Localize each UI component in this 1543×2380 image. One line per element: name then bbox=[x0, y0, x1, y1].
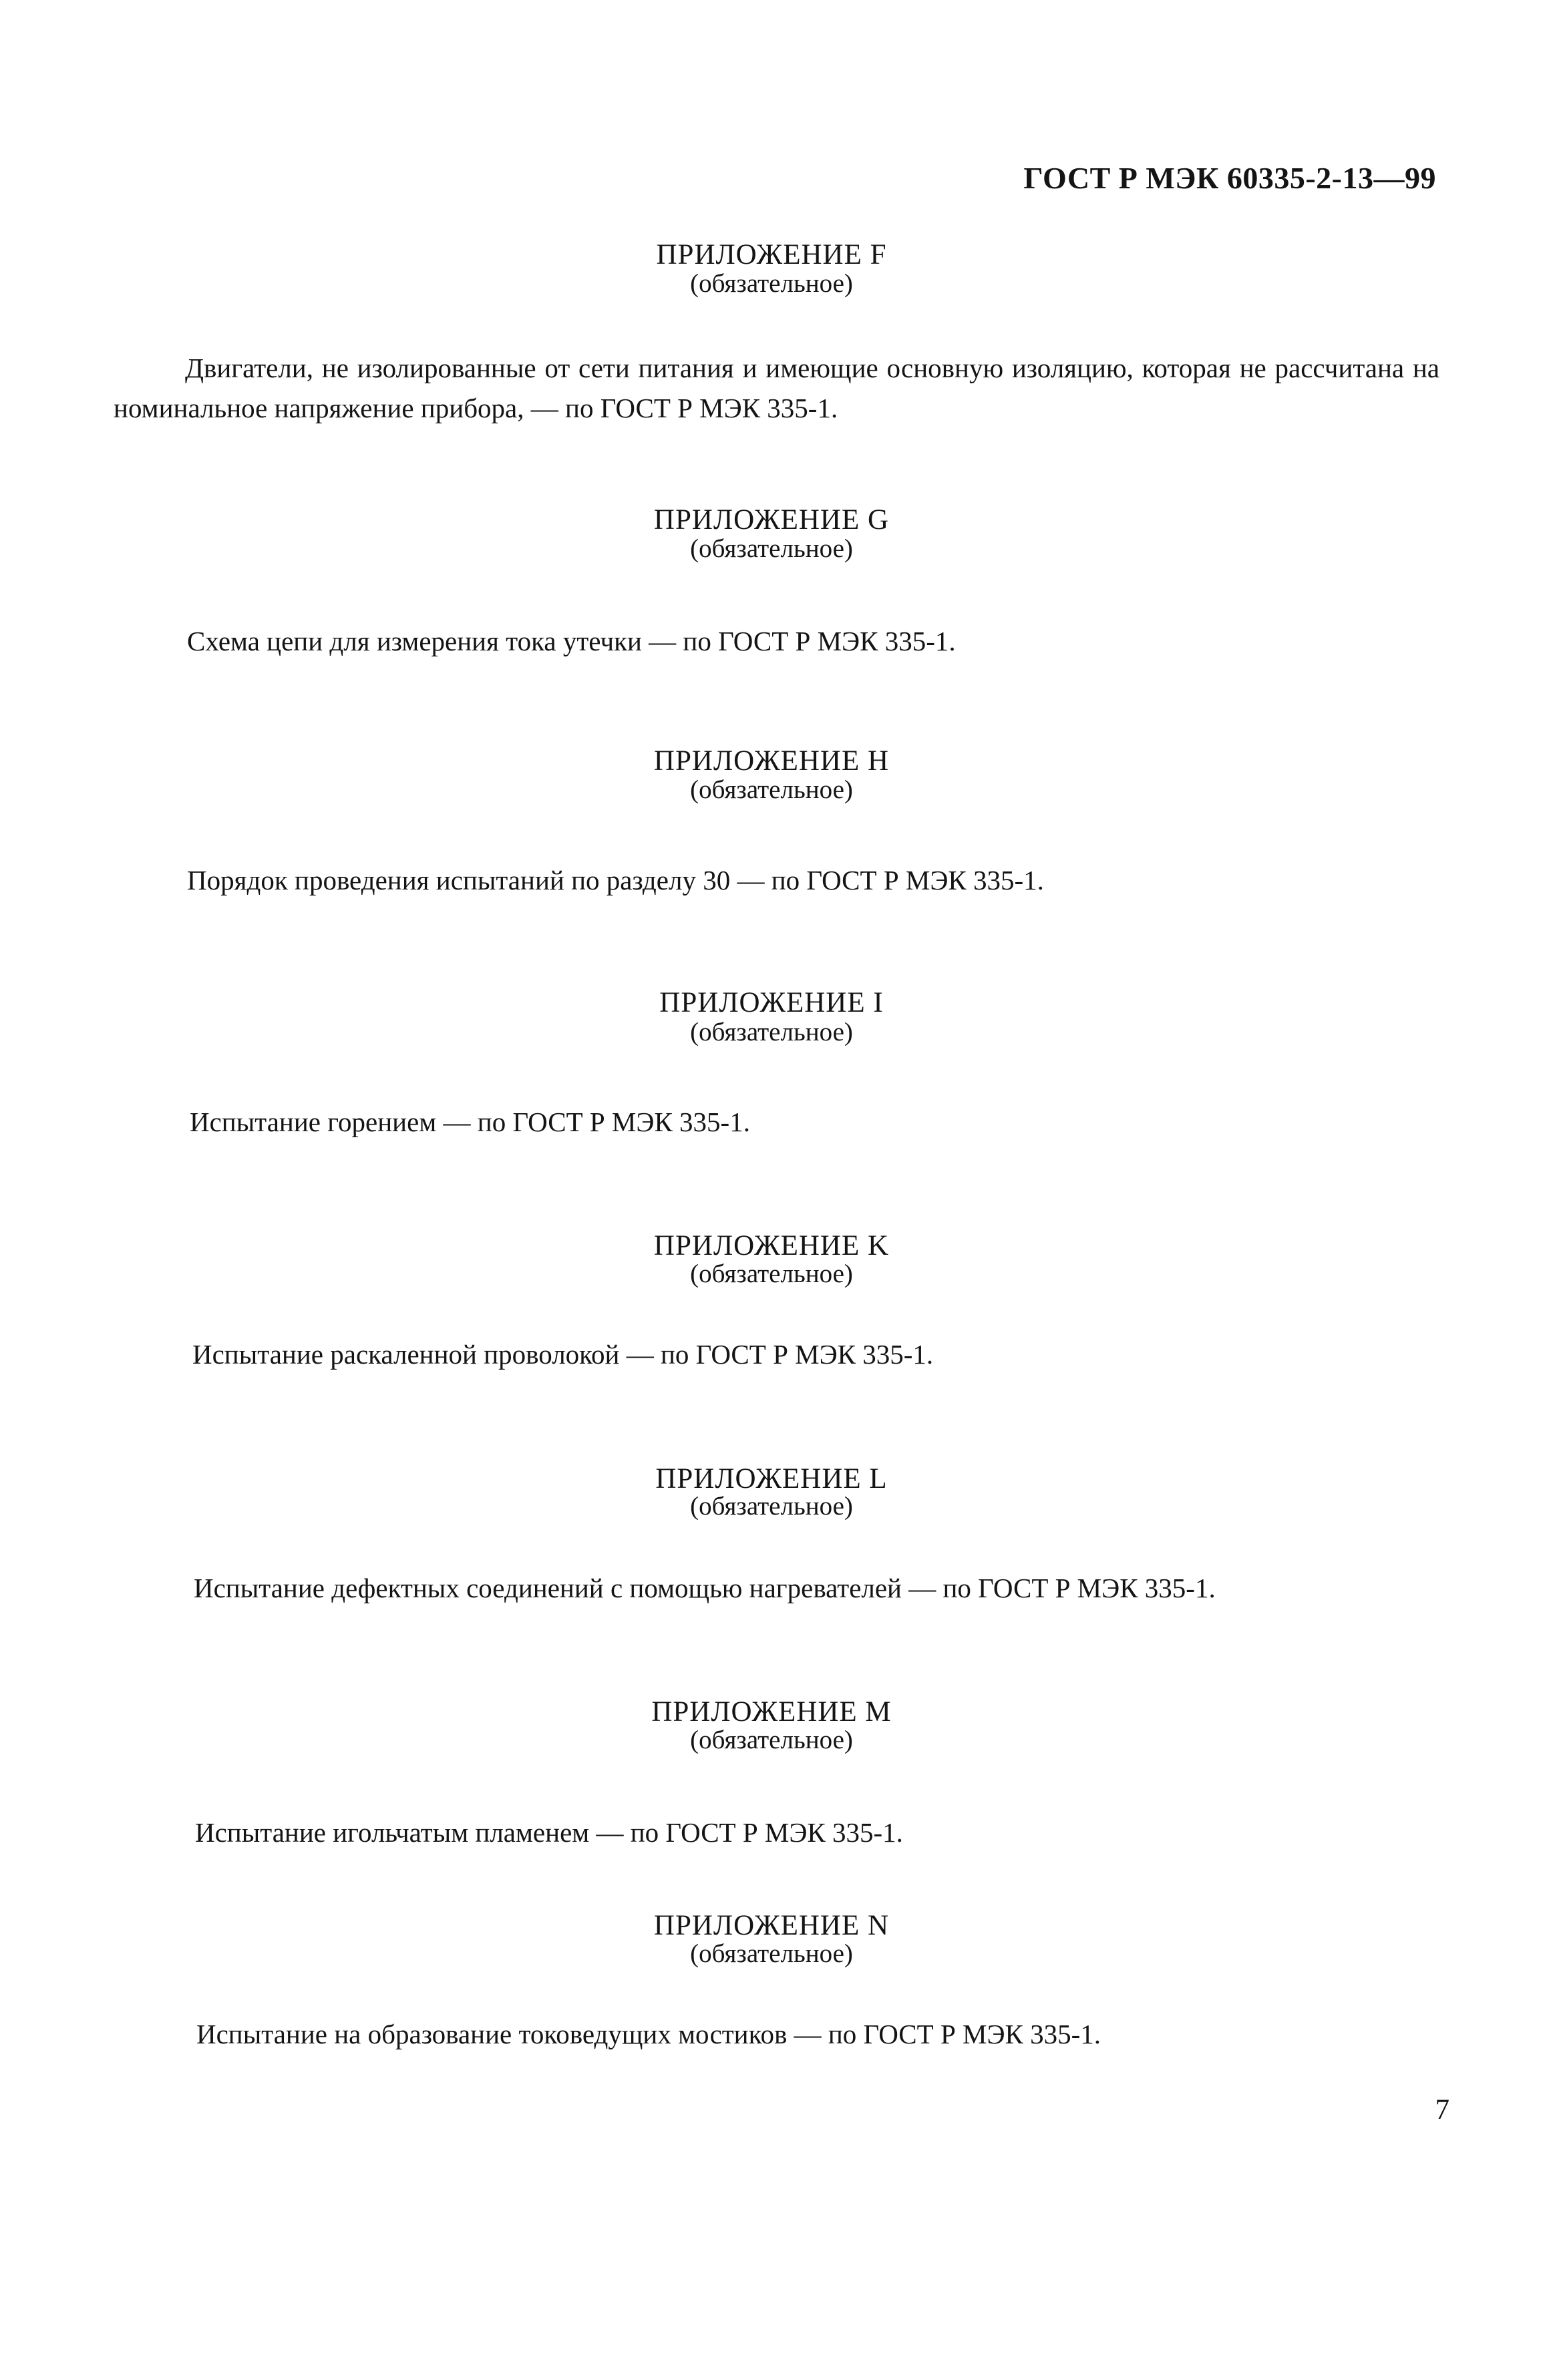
annex-f-status: (обязательное) bbox=[690, 269, 853, 298]
annex-f-text: Двигатели, не изолированные от сети питания и имеющие основную изоляцию, которая не рассчитана на номинальное напряжение прибора, — по ГОСТ Р МЭК 335-1. bbox=[114, 353, 1439, 423]
annex-l-status: (обязательное) bbox=[690, 1492, 853, 1521]
annex-i-title: ПРИЛОЖЕНИЕ I bbox=[659, 987, 884, 1018]
annex-i-status: (обязательное) bbox=[690, 1018, 853, 1046]
standard-code-header: ГОСТ Р МЭК 60335-2-13—99 bbox=[1023, 161, 1436, 195]
annex-m-text: Испытание игольчатым пламенем — по ГОСТ Р МЭК 335-1. bbox=[195, 1817, 903, 1848]
annex-k-text: Испытание раскаленной проволокой — по ГОСТ Р МЭК 335-1. bbox=[192, 1339, 934, 1370]
annex-h-text: Порядок проведения испытаний по разделу 30 — по ГОСТ Р МЭК 335-1. bbox=[187, 865, 1044, 896]
annex-g-status: (обязательное) bbox=[690, 534, 853, 563]
annex-l-title: ПРИЛОЖЕНИЕ L bbox=[655, 1463, 888, 1495]
annex-i-text: Испытание горением — по ГОСТ Р МЭК 335-1. bbox=[190, 1107, 750, 1137]
annex-f-title: ПРИЛОЖЕНИЕ F bbox=[656, 239, 887, 270]
annex-m-status: (обязательное) bbox=[690, 1726, 853, 1754]
annex-g-text: Схема цепи для измерения тока утечки — по ГОСТ Р МЭК 335-1. bbox=[187, 626, 956, 656]
annex-n-title: ПРИЛОЖЕНИЕ N bbox=[653, 1910, 890, 1941]
annex-k-title: ПРИЛОЖЕНИЕ K bbox=[653, 1230, 890, 1261]
annex-g-title: ПРИЛОЖЕНИЕ G bbox=[653, 504, 890, 536]
annex-m-title: ПРИЛОЖЕНИЕ M bbox=[651, 1696, 892, 1728]
page-number: 7 bbox=[1435, 2094, 1449, 2126]
annex-k-status: (обязательное) bbox=[690, 1259, 853, 1288]
annex-h-title: ПРИЛОЖЕНИЕ H bbox=[653, 745, 890, 777]
annex-h-status: (обязательное) bbox=[690, 775, 853, 804]
annex-n-status: (обязательное) bbox=[690, 1939, 853, 1968]
annex-n-text: Испытание на образование токоведущих мостиков — по ГОСТ Р МЭК 335-1. bbox=[196, 2019, 1101, 2049]
annex-l-text: Испытание дефектных соединений с помощью нагревателей — по ГОСТ Р МЭК 335-1. bbox=[194, 1573, 1216, 1603]
